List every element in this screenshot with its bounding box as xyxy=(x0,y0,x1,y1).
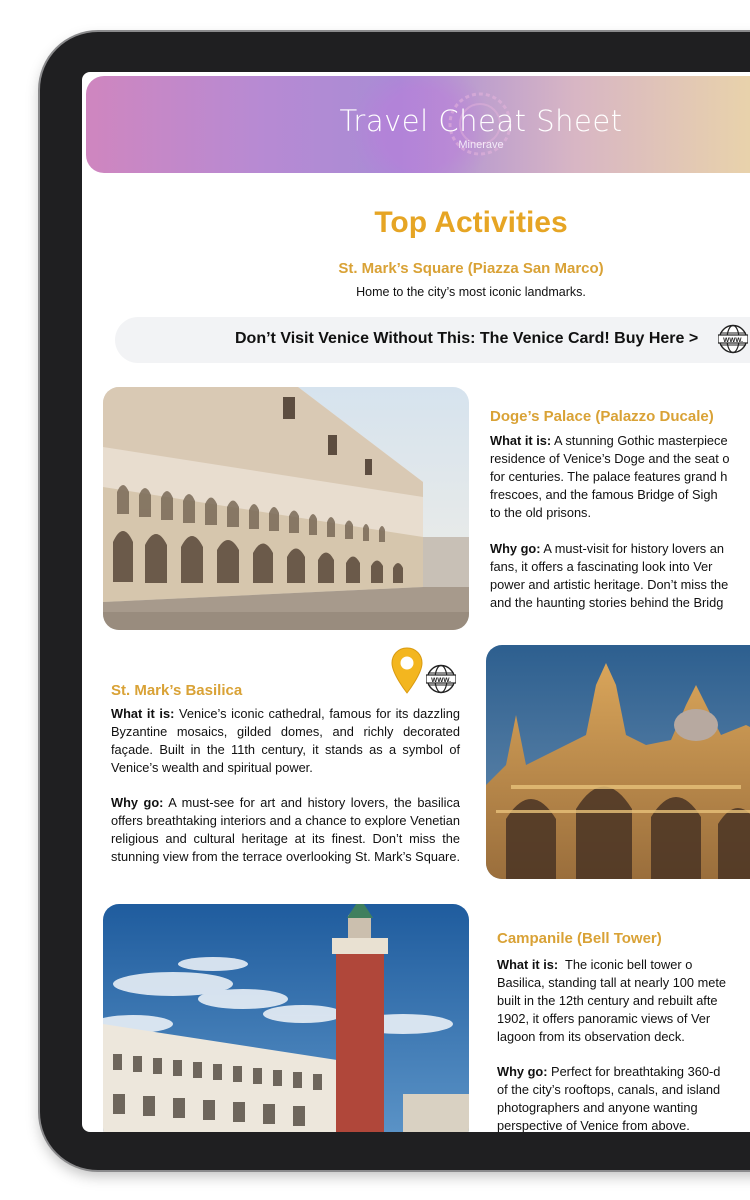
campanile-why: Why go: Perfect for breathtaking 360-d of the city’s rooftops, canals, and island photographers and anyone wanting perspective of Venice from above. xyxy=(497,1064,721,1132)
basilica-what: What it is: Venice’s iconic cathedral, famous for its dazzling Byzantine mosaics, gilded domes, and richly decorated façade. Built in the 11th century, it stands as a symbol of Venice’s wealth and spiritual power. xyxy=(111,706,461,775)
globe-www-icon[interactable] xyxy=(718,324,748,354)
basilica-why: Why go: A must-see for art and history lovers, the basilica offers breathtaking interiors and a chance to explore Venetian religious and cultural heritage at its finest. Don’t miss the stunning view from the terrace overlooking St. Mark’s Square. xyxy=(111,795,460,864)
square-description: Home to the city’s most iconic landmarks. xyxy=(356,285,586,299)
campanile-title: Campanile (Bell Tower) xyxy=(497,930,662,947)
svg-text:WWW.: WWW. xyxy=(431,676,451,684)
doges-palace-what: What it is: A stunning Gothic masterpiece residence of Venice’s Doge and the seat o for centuries. The palace features grand h frescoes, and the famous Bridge of Sigh to the old prisons. xyxy=(490,433,730,520)
basilica-title: St. Mark’s Basilica xyxy=(111,682,243,699)
campanile-photo xyxy=(103,904,469,1132)
svg-text:WWW.: WWW. xyxy=(723,336,743,344)
map-pin-icon[interactable] xyxy=(390,646,424,696)
doges-palace-title: Doge’s Palace (Palazzo Ducale) xyxy=(490,408,714,425)
banner-title: Travel Cheat Sheet xyxy=(339,104,623,138)
basilica-photo xyxy=(486,645,750,879)
banner-subtitle: Minerave xyxy=(458,139,504,151)
section-title: Top Activities xyxy=(374,206,568,239)
document-screen[interactable] xyxy=(82,72,750,1132)
campanile-what: What it is: The iconic bell tower o Basilica, standing tall at nearly 100 mete built in the 12th century and rebuilt afte 1902, it offers panoramic views of Ver lagoon from its observation deck. xyxy=(497,957,727,1044)
header-banner xyxy=(86,76,750,173)
square-title: St. Mark’s Square (Piazza San Marco) xyxy=(338,260,604,277)
doges-palace-photo xyxy=(103,387,469,630)
globe-www-icon[interactable] xyxy=(426,664,456,694)
doges-palace-why: Why go: A must-visit for history lovers an fans, it offers a fascinating look into Ver power and artistic heritage. Don’t miss the and the haunting stories behind the Bridg xyxy=(490,541,729,610)
venice-card-link[interactable]: Don’t Visit Venice Without This: The Venice Card! Buy Here > xyxy=(235,330,699,347)
